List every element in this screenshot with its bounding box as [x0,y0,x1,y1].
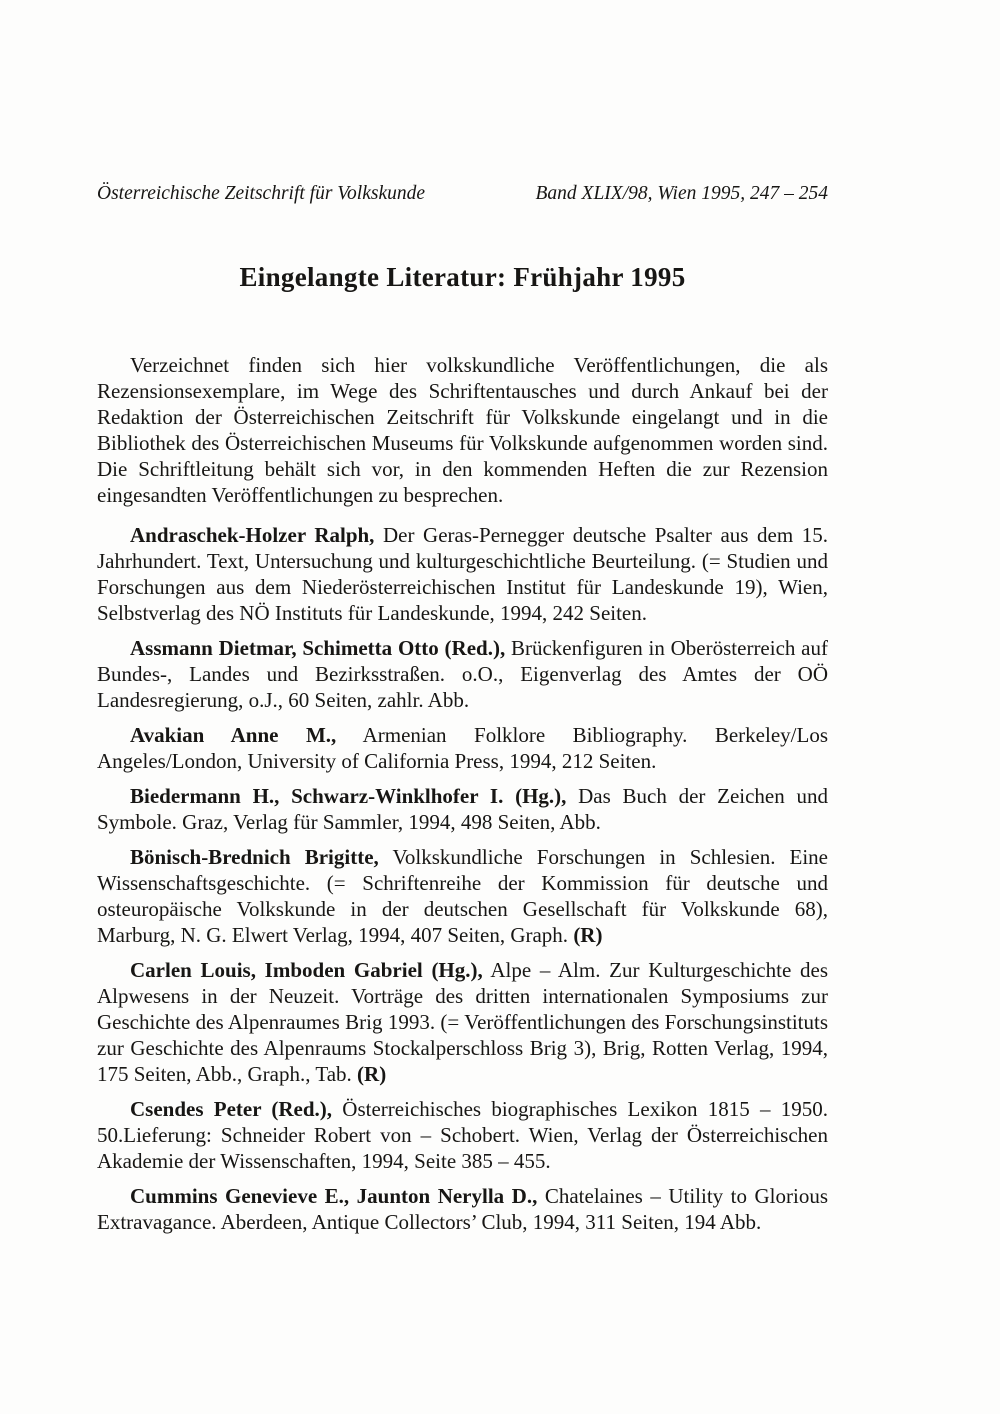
entry-text: Das Buch der Zeichen und Symbole. Graz, Verlag für Sammler, 1994, 498 Seiten, Abb. [97,784,828,834]
bibliography-entry [97,844,828,948]
entry-review-flag: (R) [351,1062,387,1086]
entry-text: Österreichisches biographisches Lexikon 1815 – 1950. 50.Lieferung: Schneider Robert von – Schobert. Wien, Verlag der Österreichischen Akademie der Wissenschaften, 1994, Seite 385 – 455. [97,1097,828,1173]
bibliography-entry [97,957,828,1087]
entry-authors: Bönisch-Brednich Brigitte, [130,845,379,869]
intro-paragraph: Verzeichnet finden sich hier volkskundliche Veröffentlichungen, die als Rezensionsexemplare, im Wege des Schriftentausches und durch Ankauf bei der Redaktion der Österreichischen Zeitschrift für Volkskunde eingelangt und in die Bibliothek des Österreichischen Museums für Volkskunde aufgenommen worden sind. Die Schriftleitung behält sich vor, in den kommenden Heften die zur Rezension eingesandten Veröffentlichungen zu besprechen. [97,353,828,507]
bibliography-entry [97,1183,828,1235]
entry-authors: Avakian Anne M., [130,723,337,747]
bibliography-entry [97,722,828,774]
document-page [97,182,828,1235]
entry-text: Volkskundliche Forschungen in Schlesien. Eine Wissenschaftsgeschichte. (= Schriftenreihe der Kommission für deutsche und osteuropäische Volkskunde in der deutschen Gesellschaft für Volkskunde 68), Marburg, N. G. Elwert Verlag, 1994, 407 Seiten, Graph. [97,845,828,947]
bibliography-entry [97,1096,828,1174]
entry-text: Brückenfiguren in Oberösterreich auf Bundes-, Landes und Bezirksstraßen. o.O., Eigenverlag des Amtes der OÖ Landesregierung, o.J., 60 Seiten, zahlr. Abb. [97,636,828,712]
entry-authors: Carlen Louis, Imboden Gabriel (Hg.), [130,958,483,982]
entry-authors: Andraschek-Holzer Ralph, [130,523,375,547]
entry-text: Armenian Folklore Bibliography. Berkeley/Los Angeles/London, University of California Press, 1994, 212 Seiten. [97,723,828,773]
bibliography-list [97,522,828,1235]
journal-header [97,182,828,206]
entry-authors: Assmann Dietmar, Schimetta Otto (Red.), [130,636,506,660]
journal-name: Österreichische Zeitschrift für Volkskunde [97,183,426,204]
entry-text: Der Geras-Pernegger deutsche Psalter aus dem 15. Jahrhundert. Text, Untersuchung und kulturgeschichtliche Beurteilung. (= Studien und Forschungen aus dem Niederösterreichischen Institut für Landeskunde 19), Wien, Selbstverlag des NÖ Instituts für Landeskunde, 1994, 242 Seiten. [97,523,828,625]
volume-info: Band XLIX/98, Wien 1995, 247 – 254 [535,183,828,204]
entry-text: Chatelaines – Utility to Glorious Extravagance. Aberdeen, Antique Collectors’ Club, 1994, 311 Seiten, 194 Abb. [97,1184,828,1234]
entry-text: Alpe – Alm. Zur Kulturgeschichte des Alpwesens in der Neuzeit. Vorträge des dritten internationalen Symposiums zur Geschichte des Alpenraumes Brig 1993. (= Veröffentlichungen des Forschungsinstituts zur Geschichte des Alpenraums Stockalperschloss Brig 3), Brig, Rotten Verlag, 1994, 175 Seiten, Abb., Graph., Tab. [97,958,828,1086]
bibliography-entry [97,635,828,713]
entry-authors: Biedermann H., Schwarz-Winklhofer I. (Hg.), [130,784,567,808]
entry-review-flag: (R) [568,923,603,947]
bibliography-entry [97,522,828,626]
entry-authors: Csendes Peter (Red.), [130,1097,333,1121]
page-title: Eingelangte Literatur: Frühjahr 1995 [239,262,686,292]
bibliography-entry [97,783,828,835]
entry-authors: Cummins Genevieve E., Jaunton Nerylla D., [130,1184,538,1208]
